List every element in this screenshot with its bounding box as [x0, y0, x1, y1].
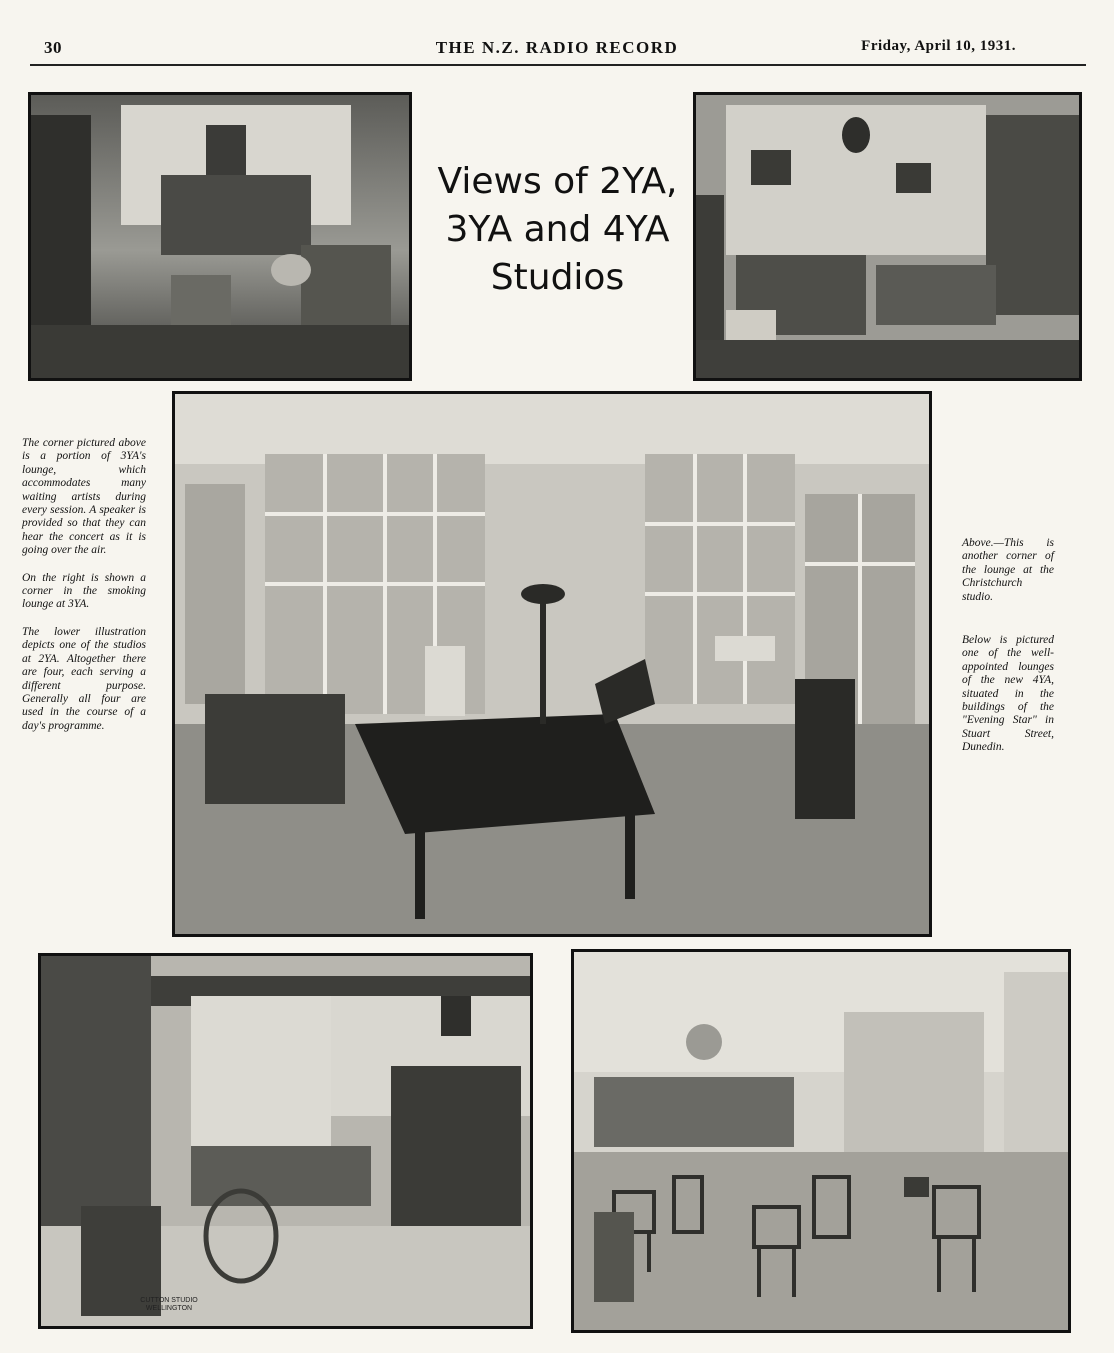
- photo-credit-line-2: WELLINGTON: [145, 1305, 193, 1312]
- photo-christchurch-lounge: [172, 391, 932, 937]
- photo-2ya-studio-image: [41, 956, 530, 1326]
- newspaper-title: THE N.Z. RADIO RECORD: [435, 38, 679, 57]
- photo-christchurch-lounge-image: [175, 394, 929, 934]
- caption-3ya-smoking-lounge: On the right is shown a corner in the smoking lounge at 3YA.: [22, 571, 146, 611]
- headline-line-1: Views of 2YA,: [437, 161, 678, 202]
- caption-left-column: [22, 437, 146, 733]
- photo-3ya-lounge-corner-image: [31, 95, 409, 378]
- photo-2ya-studio: [38, 953, 533, 1329]
- caption-4ya-lounge: Below is pictured one of the well-appointed lounges of the new 4YA, situated in the buildings of the "Evening Star" in Stuart Street, Dunedin.: [962, 634, 1054, 754]
- photo-credit: [129, 1297, 209, 1313]
- photo-3ya-smoking-lounge-image: [696, 95, 1079, 378]
- headline: [415, 158, 700, 302]
- photo-3ya-smoking-lounge: [693, 92, 1082, 381]
- page-number: 30: [44, 38, 62, 57]
- photo-4ya-lounge: [571, 949, 1071, 1333]
- caption-right-column: [962, 537, 1054, 755]
- caption-2ya-studio: The lower illustration depicts one of the studios at 2YA. Altogether there are four, each serving a different purpose. Generally all four are used in the course of a day's programme.: [22, 625, 146, 732]
- issue-date: Friday, April 10, 1931.: [861, 38, 1016, 54]
- header-rule: [30, 64, 1086, 66]
- headline-line-3: Studios: [490, 257, 625, 298]
- photo-credit-line-1: CUTTON STUDIO: [140, 1297, 198, 1304]
- photo-4ya-lounge-image: [574, 952, 1068, 1330]
- caption-3ya-lounge: The corner pictured above is a portion of 3YA's lounge, which accommodates many waiting artists during every session. A speaker is provided so that they can hear the concert as it is going over the air.: [22, 437, 146, 557]
- caption-christchurch-lounge: Above.—This is another corner of the lounge at the Christchurch studio.: [962, 537, 1054, 603]
- photo-3ya-lounge-corner: [28, 92, 412, 381]
- headline-line-2: 3YA and 4YA: [445, 209, 670, 250]
